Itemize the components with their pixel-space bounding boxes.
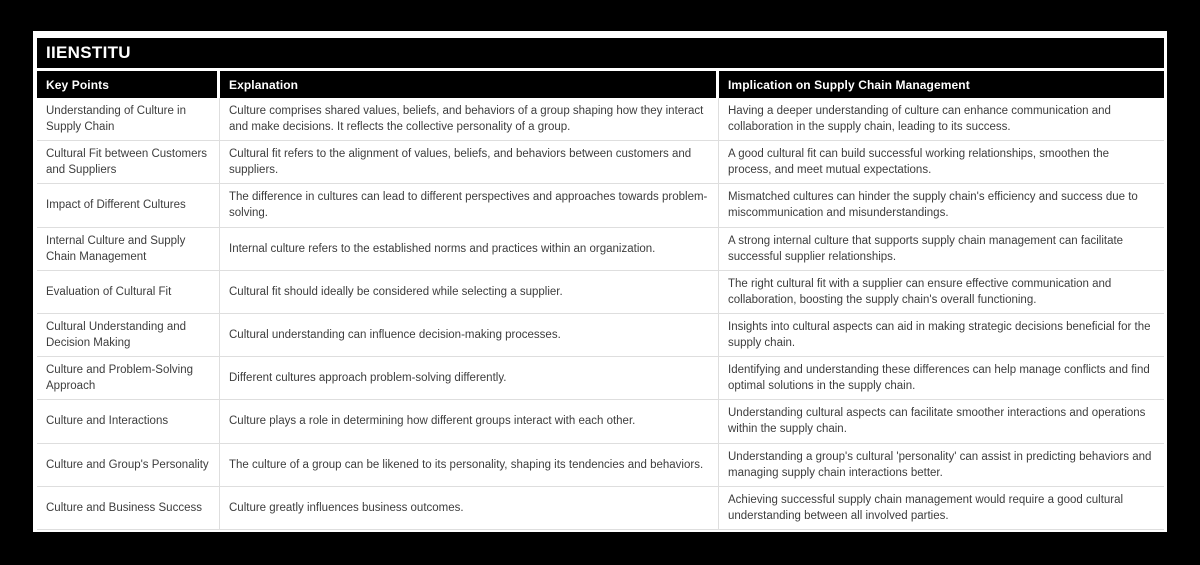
table-row [37,487,1164,530]
table-row [37,98,1164,141]
content-card [33,31,1167,532]
implication-cell: The right cultural fit with a supplier can ensure effective communication and collaboration, boosting the supply chain's overall functioning. [719,271,1164,314]
explanation-cell: Cultural understanding can influence decision-making processes. [220,314,719,357]
column-header-implication: Implication on Supply Chain Management [719,71,1164,98]
implication-cell: A strong internal culture that supports supply chain management can facilitate successful supplier relationships. [719,228,1164,271]
key-point-cell: Culture and Group's Personality [37,444,220,487]
explanation-cell: Cultural fit refers to the alignment of values, beliefs, and behaviors between customers and suppliers. [220,141,719,184]
implication-cell: Understanding a group's cultural 'personality' can assist in predicting behaviors and managing supply chain interactions better. [719,444,1164,487]
brand-title-bar [37,38,1164,68]
implication-cell: Identifying and understanding these differences can help manage conflicts and find optimal solutions in the supply chain. [719,357,1164,400]
explanation-cell: Cultural fit should ideally be considered while selecting a supplier. [220,271,719,314]
table-row [37,400,1164,443]
table-row [37,228,1164,271]
table-row [37,271,1164,314]
explanation-cell: Internal culture refers to the established norms and practices within an organization. [220,228,719,271]
implication-cell: Having a deeper understanding of culture can enhance communication and collaboration in the supply chain, leading to its success. [719,98,1164,141]
table-row [37,314,1164,357]
column-header-explanation: Explanation [220,71,719,98]
explanation-cell: The difference in cultures can lead to different perspectives and approaches towards problem-solving. [220,184,719,227]
key-point-cell: Culture and Problem-Solving Approach [37,357,220,400]
key-point-cell: Evaluation of Cultural Fit [37,271,220,314]
key-point-cell: Culture and Business Success [37,487,220,530]
column-header-key-points: Key Points [37,71,220,98]
implication-cell: A good cultural fit can build successful working relationships, smoothen the process, and meet mutual expectations. [719,141,1164,184]
explanation-cell: Different cultures approach problem-solving differently. [220,357,719,400]
implication-cell: Understanding cultural aspects can facilitate smoother interactions and operations within the supply chain. [719,400,1164,443]
key-point-cell: Culture and Interactions [37,400,220,443]
key-point-cell: Cultural Understanding and Decision Making [37,314,220,357]
explanation-cell: The culture of a group can be likened to its personality, shaping its tendencies and behaviors. [220,444,719,487]
key-point-cell: Internal Culture and Supply Chain Management [37,228,220,271]
explanation-cell: Culture greatly influences business outcomes. [220,487,719,530]
implication-cell: Insights into cultural aspects can aid in making strategic decisions beneficial for the supply chain. [719,314,1164,357]
implication-cell: Achieving successful supply chain management would require a good cultural understanding between all involved parties. [719,487,1164,530]
culture-supply-chain-table [37,71,1164,530]
table-row [37,141,1164,184]
key-point-cell: Understanding of Culture in Supply Chain [37,98,220,141]
implication-cell: Mismatched cultures can hinder the supply chain's efficiency and success due to miscommunication and misunderstandings. [719,184,1164,227]
table-row [37,357,1164,400]
key-point-cell: Impact of Different Cultures [37,184,220,227]
explanation-cell: Culture comprises shared values, beliefs, and behaviors of a group shaping how they interact and make decisions. It reflects the collective personality of a group. [220,98,719,141]
table-row [37,184,1164,227]
key-point-cell: Cultural Fit between Customers and Suppliers [37,141,220,184]
explanation-cell: Culture plays a role in determining how different groups interact with each other. [220,400,719,443]
brand-title: IIENSTITU [46,43,131,62]
table-header-row [37,71,1164,98]
table-row [37,444,1164,487]
